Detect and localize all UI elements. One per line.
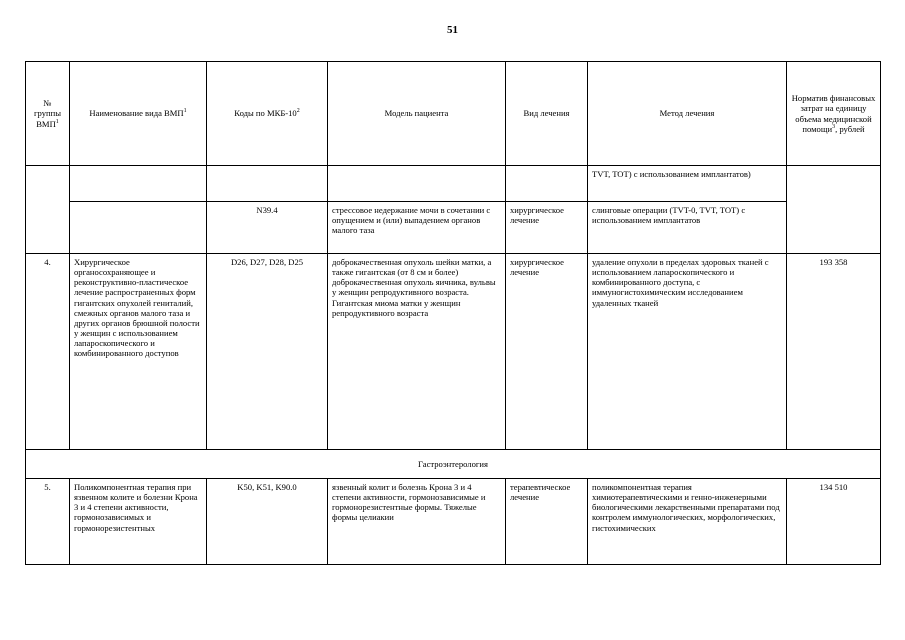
page-number: 51 bbox=[447, 24, 458, 36]
cell-type: терапевтическое лечение bbox=[506, 479, 588, 565]
cell-name: Хирургическое органосохраняющее и реконструктивно-пластическое лечение распространенных форм гигантских опухолей гениталий, смежных органов малого таза и других органов брюшной полости у женщин с использованием лапароскопического и комбинированного доступов bbox=[70, 254, 207, 450]
table-row bbox=[26, 479, 881, 565]
header-group-no: № группы ВМП$^1$ bbox=[26, 62, 70, 166]
table-row bbox=[26, 166, 881, 202]
cell-method: поликомпонентная терапия химиотерапевтическими и генно-инженерными биологическими лекарственными препаратами под контролем иммунологических, морфологических, гистохимических bbox=[588, 479, 787, 565]
table-row bbox=[26, 254, 881, 450]
cell-type: хирургическое лечение bbox=[506, 202, 588, 254]
header-name: Наименование вида ВМП$^1$ bbox=[70, 62, 207, 166]
cell-model bbox=[328, 166, 506, 202]
cell-method: удаление опухоли в пределах здоровых тканей с использованием лапароскопического и комбинированного доступа, с иммуногистохимическим исследованием удаленных тканей bbox=[588, 254, 787, 450]
cell-codes bbox=[207, 166, 328, 202]
cell-method: слинговые операции (TVT-0, TVT, TOT) с использованием имплантатов bbox=[588, 202, 787, 254]
table-row bbox=[26, 202, 881, 254]
cell-name: Поликомпонентная терапия при язвенном колите и болезни Крона 3 и 4 степени активности, гормонозависимых и гормонорезистентных bbox=[70, 479, 207, 565]
header-codes: Коды по МКБ-$10^2$ bbox=[207, 62, 328, 166]
cell-norm: 134 510 bbox=[787, 479, 881, 565]
cell-model: доброкачественная опухоль шейки матки, а также гигантская (от 8 см и более) доброкачественная опухоль яичника, вульвы у женщин репродуктивного возраста. Гигантская миома матки у женщин репродуктивного возраста bbox=[328, 254, 506, 450]
cell-norm: 193 358 bbox=[787, 254, 881, 450]
cell-name bbox=[70, 202, 207, 254]
cell-type bbox=[506, 166, 588, 202]
cell-no: 5. bbox=[26, 479, 70, 565]
cell-name bbox=[70, 166, 207, 202]
cell-method: TVT, TOT) с использованием имплантатов) bbox=[588, 166, 787, 202]
header-model: Модель пациента bbox=[328, 62, 506, 166]
cell-type: хирургическое лечение bbox=[506, 254, 588, 450]
cell-codes: N39.4 bbox=[207, 202, 328, 254]
cell-codes: K50, K51, K90.0 bbox=[207, 479, 328, 565]
section-title: Гастроэнтерология bbox=[26, 450, 881, 479]
cell-no bbox=[26, 166, 70, 254]
header-norm: Норматив финансовых затрат на единицу объема медицинской помощи$^3$, рублей bbox=[787, 62, 881, 166]
cell-codes: D26, D27, D28, D25 bbox=[207, 254, 328, 450]
header-row bbox=[26, 62, 881, 166]
cell-norm bbox=[787, 166, 881, 254]
cell-model: язвенный колит и болезнь Крона 3 и 4 степени активности, гормонозависимые и гормонорезистентные формы. Тяжелые формы целиакии bbox=[328, 479, 506, 565]
section-row bbox=[26, 450, 881, 479]
vmp-table bbox=[25, 61, 881, 565]
cell-no: 4. bbox=[26, 254, 70, 450]
header-method: Метод лечения bbox=[588, 62, 787, 166]
cell-model: стрессовое недержание мочи в сочетании с опущением и (или) выпадением органов малого таза bbox=[328, 202, 506, 254]
header-treatment-type: Вид лечения bbox=[506, 62, 588, 166]
